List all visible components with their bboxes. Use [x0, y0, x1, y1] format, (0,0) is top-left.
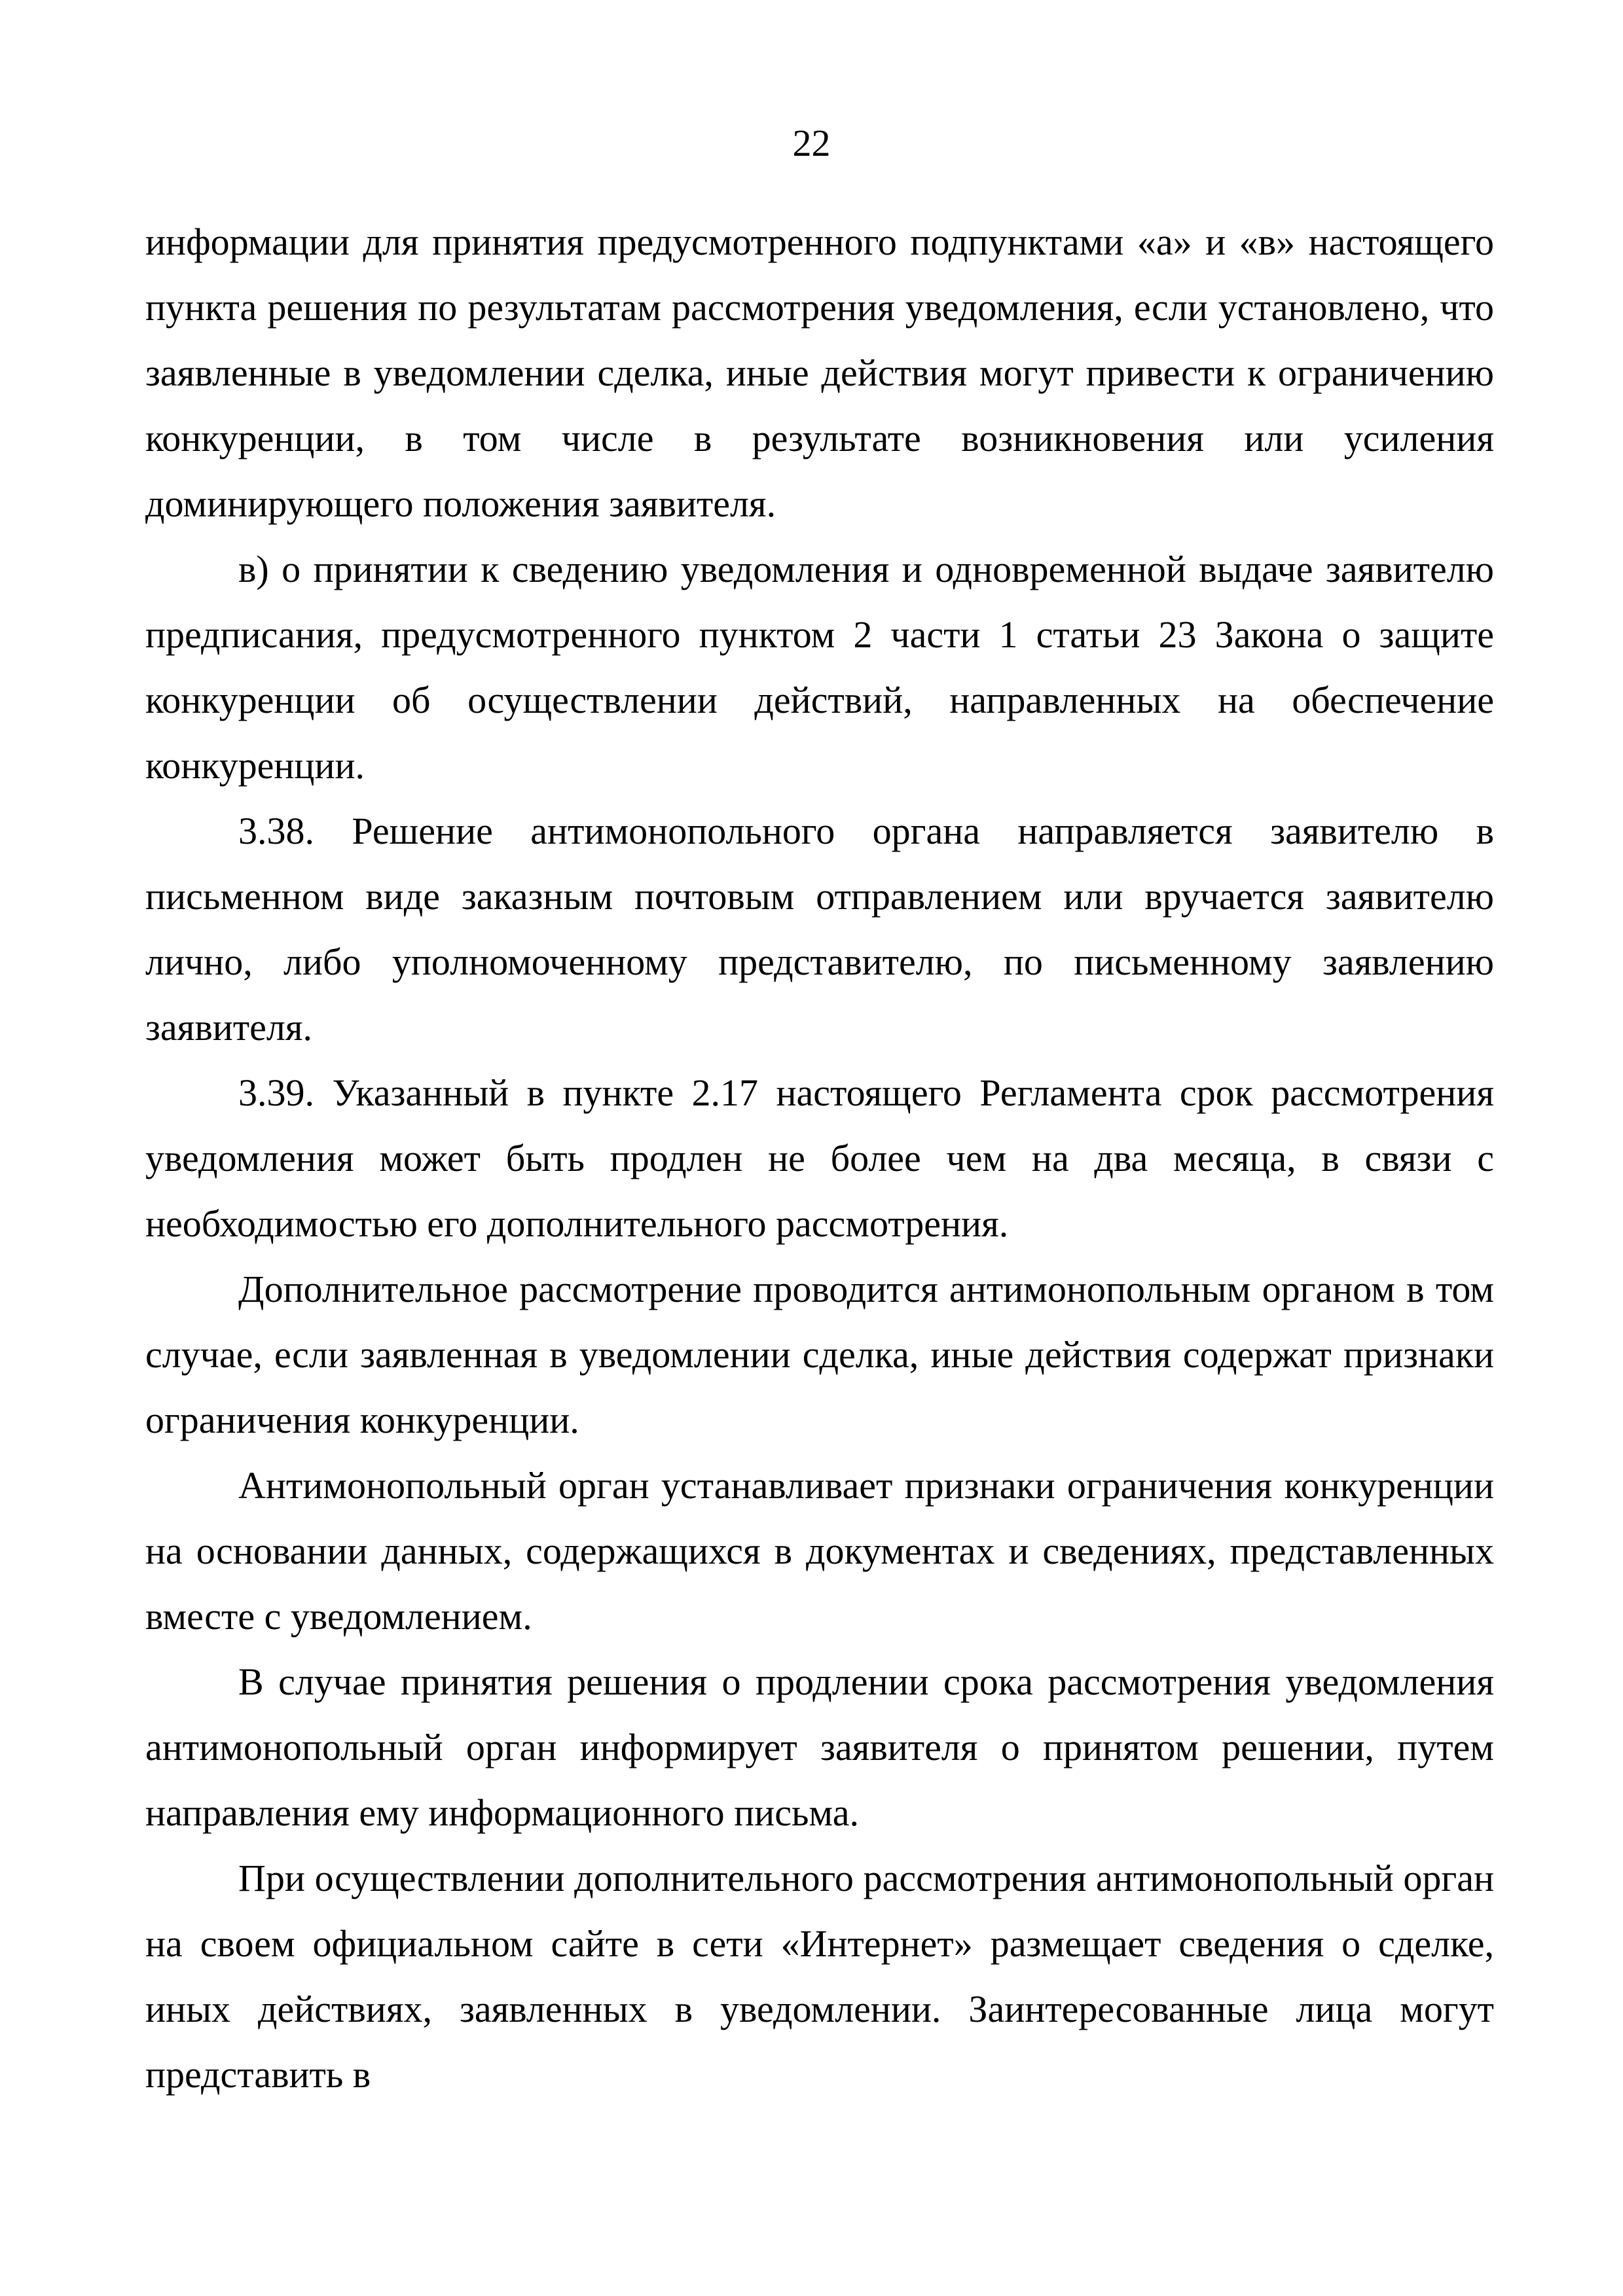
paragraph-3-38: 3.38. Решение антимонопольного органа направляется заявителю в письменном виде заказным почтовым отправлением или вручается заявителю лично, либо уполномоченному представителю, по письменному заявлению заявителя. [145, 810, 1494, 1049]
paragraph-continuation: информации для принятия предусмотренного подпунктами «а» и «в» настоящего пункта решения по результатам рассмотрения уведомления, если установлено, что заявленные в уведомлении сделка, иные действия могут привести к ограничению конкуренции, в том числе в результате возникновения или усиления доминирующего положения заявителя. [145, 221, 1494, 525]
paragraph-3-39: 3.39. Указанный в пункте 2.17 настоящего Регламента срок рассмотрения уведомления может быть продлен не более чем на два месяца, в связи с необходимостью его дополнительного рассмотрения. [145, 1071, 1494, 1245]
paragraph-extension-decision: В случае принятия решения о продлении срока рассмотрения уведомления антимонопольный орган информирует заявителя о принятом решении, путем направления ему информационного письма. [145, 1660, 1494, 1834]
page-number: 22 [792, 122, 831, 164]
paragraph-internet-publication: При осуществлении дополнительного рассмотрения антимонопольный орган на своем официальном сайте в сети «Интернет» размещает сведения о сделке, иных действиях, заявленных в уведомлении. Заинтересованные лица могут представить в [145, 1857, 1494, 2096]
paragraph-restriction-signs: Антимонопольный орган устанавливает признаки ограничения конкуренции на основании данных, содержащихся в документах и сведениях, представленных вместе с уведомлением. [145, 1464, 1494, 1638]
paragraph-item-v: в) о принятии к сведению уведомления и одновременной выдаче заявителю предписания, предусмотренного пунктом 2 части 1 статьи 23 Закона о защите конкуренции об осуществлении действий, направленных на обеспечение конкуренции. [145, 548, 1494, 787]
document-body [145, 209, 1494, 2108]
paragraph-additional-review: Дополнительное рассмотрение проводится антимонопольным органом в том случае, если заявленная в уведомлении сделка, иные действия содержат признаки ограничения конкуренции. [145, 1268, 1494, 1441]
